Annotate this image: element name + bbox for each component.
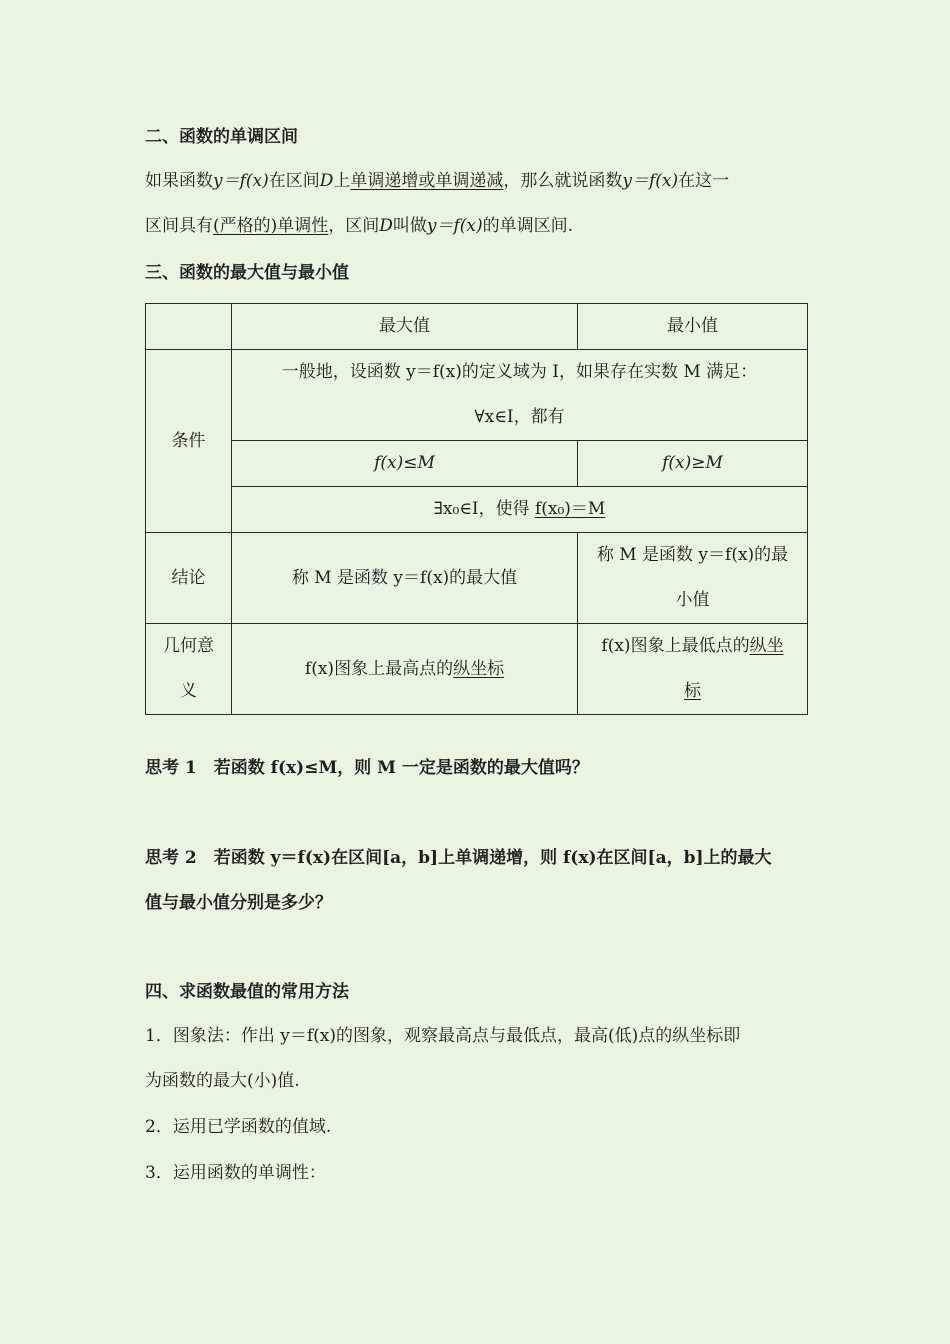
table-row — [146, 533, 808, 624]
cond-min-cell — [578, 441, 808, 487]
text-span: ，区间 — [328, 216, 380, 236]
conclusion-min-cell — [578, 533, 808, 624]
text-span: f(x)图象上最高点的 — [304, 658, 454, 679]
row-label-conclusion: 结论 — [146, 533, 232, 624]
text-span: 叫做 — [392, 216, 427, 236]
think2-question-line1: 思考 2 若函数 y＝f(x)在区间[a，b]上单调递增，则 f(x)在区间[a，b]上的最大 — [145, 848, 772, 868]
text-span: 的单调区间. — [482, 216, 574, 236]
table-corner-cell — [146, 304, 232, 350]
text-span: f(x)图象上最低点的 — [601, 636, 750, 656]
condition-line2: ∀x∈I，都有 — [474, 407, 565, 427]
section2-paragraph-line2 — [145, 214, 573, 238]
table-row — [146, 624, 808, 715]
method-item-3: 3．运用函数的单调性： — [145, 1163, 326, 1183]
text-line: 小值 — [675, 590, 710, 610]
method-item-2: 2．运用已学函数的值域. — [145, 1117, 332, 1137]
text-span: 如果函数 — [145, 171, 213, 191]
inequality-expr: f(x)≥M — [662, 453, 723, 473]
condition-cell — [232, 350, 808, 441]
cond-max-cell — [232, 441, 578, 487]
underlined-term: 单调递增或单调递减 — [350, 171, 504, 191]
underlined-term: f(x₀)＝M — [534, 499, 606, 519]
underlined-term: (严格的)单调性 — [213, 216, 329, 236]
table-row — [146, 441, 808, 487]
think2-question-line2: 值与最小值分别是多少？ — [145, 893, 332, 913]
think1-question: 思考 1 若函数 f(x)≤M，则 M 一定是函数的最大值吗？ — [145, 758, 589, 778]
text-line — [582, 669, 803, 714]
text-span: 在这一 — [678, 171, 730, 191]
text-span: 上 — [333, 171, 351, 191]
text-line — [582, 624, 803, 669]
underlined-term: 纵坐 — [749, 636, 784, 656]
underlined-term: 标 — [684, 681, 701, 701]
section2-heading: 二、函数的单调区间 — [145, 127, 298, 147]
function-expr: y＝f(x) — [426, 216, 483, 236]
table-row — [146, 350, 808, 441]
geometry-max-cell — [232, 624, 578, 715]
interval-symbol: D — [379, 216, 393, 236]
text-span: ∃x₀∈I，使得 — [433, 499, 535, 519]
inequality-expr: f(x)≤M — [374, 453, 435, 473]
row-label-condition: 条件 — [146, 350, 232, 533]
text-line: 义 — [180, 681, 197, 701]
text-line: 几何意 — [163, 636, 214, 656]
section2-paragraph-line1 — [145, 169, 729, 193]
method-item-1-line1: 1．图象法：作出 y＝f(x)的图象，观察最高点与最低点，最高(低)点的纵坐标即 — [145, 1026, 741, 1046]
row-label-geometry — [146, 624, 232, 715]
exists-cell — [232, 487, 808, 533]
condition-line1: 一般地，设函数 y＝f(x)的定义域为 I，如果存在实数 M 满足： — [281, 362, 758, 382]
table-header-row — [146, 304, 808, 350]
header-min: 最小值 — [578, 304, 808, 350]
conclusion-max-cell: 称 M 是函数 y＝f(x)的最大值 — [232, 533, 578, 624]
underlined-term: 纵坐标 — [453, 658, 505, 679]
text-span: 区间具有 — [145, 216, 213, 236]
text-line: 称 M 是函数 y＝f(x)的最 — [596, 545, 789, 565]
text-span: ，那么就说函数 — [503, 171, 623, 191]
text-span: 在区间 — [268, 171, 320, 191]
section4-heading: 四、求函数最值的常用方法 — [145, 982, 349, 1002]
header-max: 最大值 — [232, 304, 578, 350]
section3-heading: 三、函数的最大值与最小值 — [145, 263, 349, 283]
max-min-table — [145, 303, 808, 715]
function-expr: y＝f(x) — [622, 171, 679, 191]
method-item-1-line2: 为函数的最大(小)值. — [145, 1071, 300, 1091]
function-expr: y＝f(x) — [213, 171, 269, 191]
geometry-min-cell — [578, 624, 808, 715]
interval-symbol: D — [319, 171, 334, 191]
table-row — [146, 487, 808, 533]
